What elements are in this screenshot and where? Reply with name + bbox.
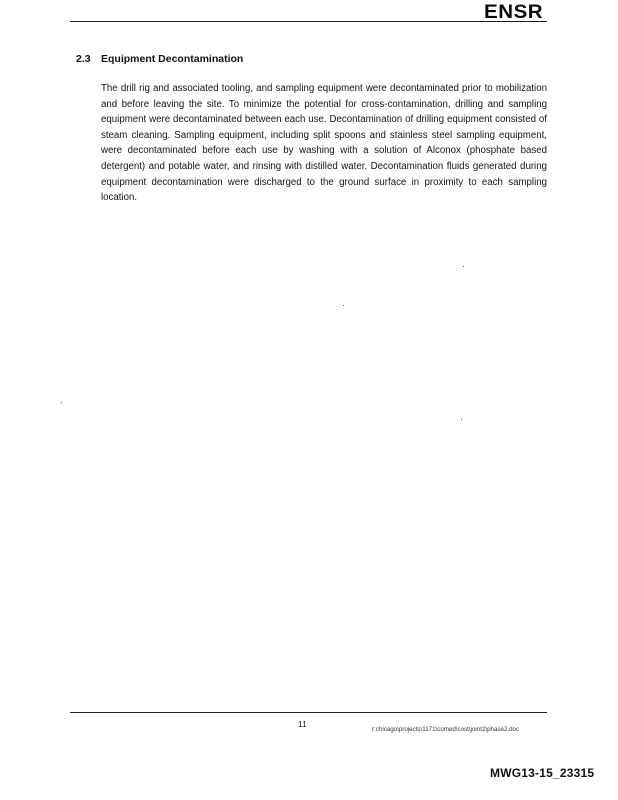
document-id: MWG13-15_23315 bbox=[490, 766, 595, 780]
section-title: Equipment Decontamination bbox=[101, 53, 244, 65]
page-number: 11 bbox=[298, 719, 307, 729]
scan-speck bbox=[343, 305, 344, 306]
section-number: 2.3 bbox=[76, 53, 91, 65]
scan-speck bbox=[463, 266, 464, 267]
footer-rule bbox=[70, 712, 547, 713]
body-paragraph: The drill rig and associated tooling, and sampling equipment were decontaminated prior to mobilization and before leaving the site. To minimize the potential for cross-contamination, drilling and sampling equipment were decontaminated between each use. Decontamination of drilling equipment consisted of steam cleaning. Sampling equipment, including split spoons and stainless steel sampling equipment, were decontaminated before each use by washing with a solution of Alconox (phosphate based detergent) and potable water, and rinsing with distilled water. Decontamination fluids generated during equipment decontamination were discharged to the ground surface in proximity to each sampling location. bbox=[101, 83, 547, 204]
ensr-logo: ENSR bbox=[484, 2, 544, 23]
scan-speck bbox=[461, 419, 462, 420]
file-path: r:chicago\projects\1171\comed\cost\joint2\phase2.doc bbox=[372, 726, 520, 733]
scan-speck bbox=[61, 402, 62, 403]
header-rule bbox=[70, 21, 547, 22]
